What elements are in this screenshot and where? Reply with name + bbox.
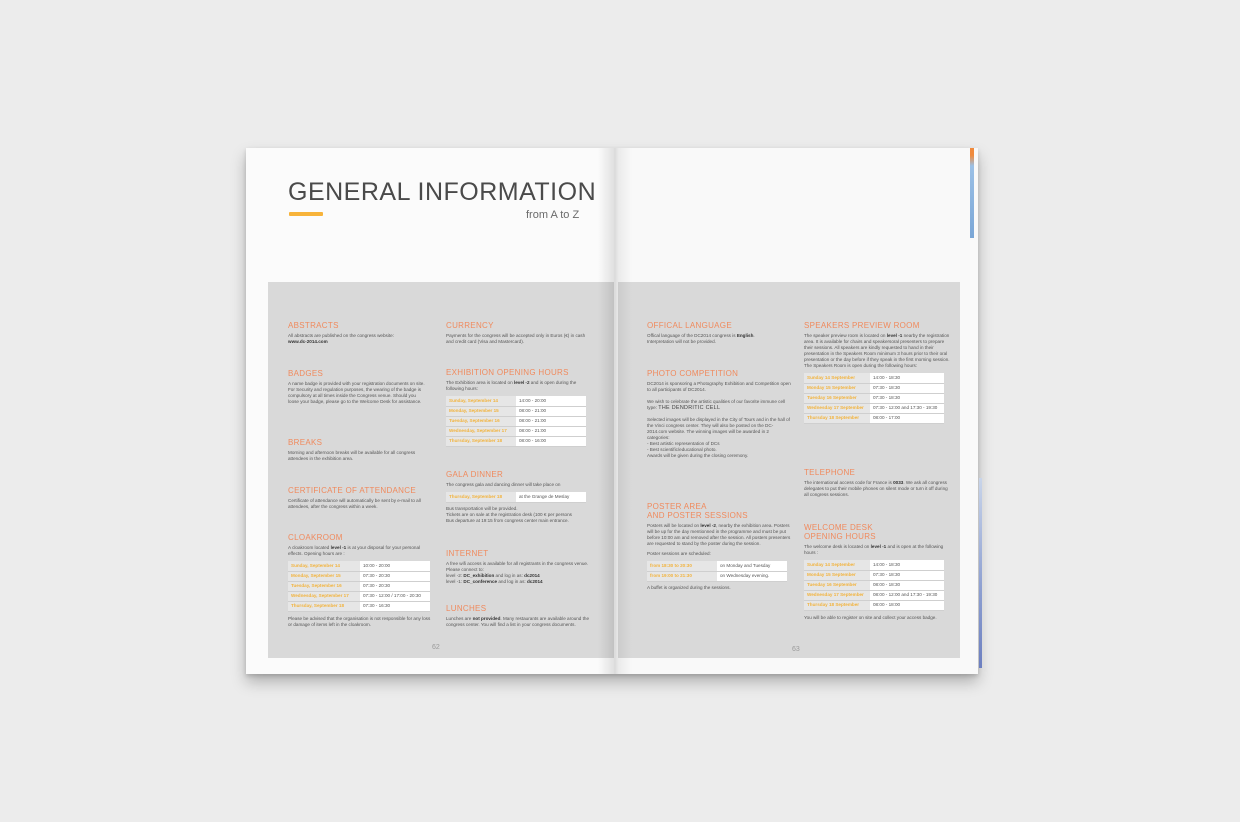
- section-abstracts: [288, 321, 438, 345]
- table-row: Wednesday, September 17 08:00 - 21:00: [446, 426, 586, 436]
- section-text: Lunches are not provided. Many restaurants are available around the congress center. You will find a list in your congress documents.: [446, 616, 590, 627]
- buffet-note: A buffet is organized during the sessions.: [647, 584, 731, 590]
- table-row: Tuesday, September 16 07:30 - 20:30: [288, 581, 430, 591]
- table-row: Monday 15 September 07:30 - 18:30: [804, 383, 944, 393]
- section-telephone: [804, 468, 952, 498]
- table-row: Tuesday 16 September 07:30 - 18:30: [804, 393, 944, 403]
- table-row: Sunday, September 14 14:00 - 20:00: [446, 396, 586, 406]
- page-number-right: 63: [792, 646, 800, 653]
- page-number-left: 62: [432, 644, 440, 651]
- page-edge-color-strip-lower: [979, 478, 982, 668]
- section-poster-area: [647, 502, 795, 591]
- section-heading: SPEAKERS PREVIEW ROOM: [804, 321, 920, 330]
- section-text: The welcome desk is located on level -1 and is open at the following hours :: [804, 544, 944, 555]
- table-row: Wednesday 17 September 07:30 - 12:00 and 17:30 - 19:30: [804, 403, 944, 413]
- page-title: GENERAL INFORMATION: [288, 178, 597, 206]
- welcome-note: You will be able to register on site and collect your access badge.: [804, 614, 937, 620]
- table-row: Monday, September 15 07:30 - 20:30: [288, 571, 430, 581]
- section-text: A cloakroom located level -1 is at your disposal for your personal effects. Opening hours are :: [288, 545, 421, 556]
- section-certificate: [288, 486, 433, 510]
- section-text: Certificate of attendance will automatically be sent by e-mail to all attendees, after the congress within a week.: [288, 498, 421, 509]
- table-row: Sunday 14 September 14:00 - 18:30: [804, 373, 944, 383]
- section-heading: CURRENCY: [446, 321, 494, 330]
- section-welcome-desk: [804, 523, 952, 621]
- book-gutter-shadow: [598, 148, 632, 674]
- left-page: [246, 148, 614, 674]
- section-text: All abstracts are published on the congress website: www.dc-2014.com: [288, 333, 394, 344]
- section-text: A free wifi access is available for all registrants in the congress venue. Please connect to: level -2: DC_exhibition and log in as: dc2014 level -1: DC_conference and log in as: dc2014: [446, 561, 589, 584]
- section-heading: CERTIFICATE OF ATTENDANCE: [288, 486, 416, 495]
- brochure-spread: [246, 148, 978, 674]
- section-gala-dinner: [446, 470, 591, 524]
- table-row: Wednesday 17 September 08:00 - 12:00 and 17:30 - 19:30: [804, 590, 944, 600]
- table-row: Thursday, September 18 07:30 - 16:30: [288, 601, 430, 611]
- table-row: Tuesday, September 16 08:00 - 21:00: [446, 416, 586, 426]
- section-language: [647, 321, 792, 345]
- section-text: Posters will be located on level -2, nearby the exhibition area. Posters will be up for the day mentionned in the programme and must be put before 10:00 am and removed after the session. All posters presenters are requested to stand by the poster during the session.: [647, 523, 791, 546]
- table-row: from 19:00 to 21:30 on Wednesday evening.: [647, 571, 787, 581]
- section-heading: TELEPHONE: [804, 468, 856, 477]
- right-page: [614, 148, 978, 674]
- section-text: The speaker preview room is located on level -1 nearby the registration area. It is available for chairs and speakersoral presenters to prepare their sessions. All speakers are kindly requested to hand in their presentation in the Speakers Room minimum 3 hours prior to their oral presentation or the day before if they speak in the first morning session. The Speakers Room is open during the following hours:: [804, 333, 950, 368]
- section-heading: INTERNET: [446, 549, 489, 558]
- table-row: Thursday, September 18 at the Grange de Meslay: [446, 492, 586, 502]
- section-speakers-room: [804, 321, 952, 424]
- cloakroom-hours-table: [288, 561, 430, 612]
- table-row: Thursday, September 18 08:00 - 16:00: [446, 436, 586, 446]
- section-exhibition-hours: [446, 368, 591, 447]
- section-heading: WELCOME DESK: [804, 523, 873, 532]
- section-heading: PHOTO COMPETITION: [647, 369, 739, 378]
- section-text: The Exhibition area is located on level -2 and is open during the following hours:: [446, 380, 577, 391]
- section-text: A name badge is provided with your registration documents on site. For Security and regulation purposes, the wearing of the badge is compulsory at all times inside the Congress venue. Should you loose your badge, please go to the Welcome Desk for assistance.: [288, 381, 425, 404]
- section-heading: CLOAKROOM: [288, 533, 343, 542]
- title-accent-bar: [289, 212, 323, 216]
- section-heading-line2: AND POSTER SESSIONS: [647, 511, 748, 520]
- section-heading: LUNCHES: [446, 604, 487, 613]
- page-subtitle: from A to Z: [526, 209, 580, 221]
- section-photo-competition: [647, 369, 792, 459]
- section-heading: GALA DINNER: [446, 470, 504, 479]
- table-row: Thursday 18 September 08:00 - 18:00: [804, 600, 944, 610]
- page-edge-color-strip: [970, 148, 974, 238]
- table-row: Sunday 14 September 14:00 - 18:30: [804, 560, 944, 570]
- section-heading-line2: OPENING HOURS: [804, 532, 876, 541]
- section-breaks: [288, 438, 428, 462]
- section-heading: OFFICAL LANGUAGE: [647, 321, 732, 330]
- welcome-hours-table: [804, 560, 944, 611]
- section-text: The international access code for France is 0033. We ask all congress delegates to put their mobile phones on silent mode or turn it off during all congress sessions.: [804, 480, 948, 497]
- section-heading: EXHIBITION OPENING HOURS: [446, 368, 569, 377]
- exhibition-hours-table: [446, 396, 586, 447]
- section-text: Morning and afternoon breaks will be available for all congress attendees in the exhibition area.: [288, 450, 416, 461]
- section-text: The congress gala and dancing dinner will take place on: [446, 482, 561, 487]
- website-link: www.dc-2014.com: [288, 339, 328, 344]
- cloakroom-note: Please be advised that the organisation is not responsible for any loss or damage of items left in the cloakroom.: [288, 615, 431, 627]
- section-heading: BREAKS: [288, 438, 323, 447]
- table-row: Wednesday, September 17 07:30 - 12:00 / 17:00 - 20:30: [288, 591, 430, 601]
- section-internet: [446, 549, 591, 585]
- poster-sessions-table: [647, 561, 787, 582]
- speakers-hours-table: [804, 373, 944, 424]
- table-row: Tuesday 16 September 08:00 - 18:30: [804, 580, 944, 590]
- section-text: DC2014 is sponsoring a Photography Exhibition and Competition open to all participants of DC2014. We wish to celebrate the artistic qualities of our favorite immune cell type: THE DENDRITIC CELL Selected images will be displayed in the City of Tours and in the hall of the Vinci congress center. They will also be posted on the DC-2014.com website. The winning images will be awarded in 2 categories: - Best artistic representation of DCs - Best scientific/educational photo. Awards will be given during the closing ceremony.: [647, 381, 791, 458]
- section-currency: [446, 321, 591, 345]
- section-heading: POSTER AREA: [647, 502, 707, 511]
- table-row: Thursday 18 September 08:00 - 17:00: [804, 413, 944, 423]
- section-heading: BADGES: [288, 369, 324, 378]
- table-row: Sunday, September 14 10:00 - 20:00: [288, 561, 430, 571]
- table-row: Monday 15 September 07:30 - 18:30: [804, 570, 944, 580]
- section-heading: ABSTRACTS: [288, 321, 339, 330]
- gala-table: [446, 492, 586, 503]
- section-cloakroom: [288, 533, 433, 628]
- section-badges: [288, 369, 428, 405]
- gala-details: Bus transportation will be provided. Tickets are on sale at the registration desk (100 € per persons Bus departure at 19:15 from congress center main entrance.: [446, 505, 572, 523]
- table-row: from 18:30 to 20:30 on Monday and Tuesday: [647, 561, 787, 571]
- poster-schedule-intro: Poster sessions are scheduled:: [647, 551, 711, 556]
- section-lunches: [446, 604, 591, 628]
- table-row: Monday, September 15 08:00 - 21:00: [446, 406, 586, 416]
- section-text: Payments for the congress will be accepted only in Euros (€) in cash and credit card (Visa and Mastercard).: [446, 333, 586, 344]
- section-text: Offical language of the DC2014 congress is English. Interpretation will not be provided.: [647, 333, 755, 344]
